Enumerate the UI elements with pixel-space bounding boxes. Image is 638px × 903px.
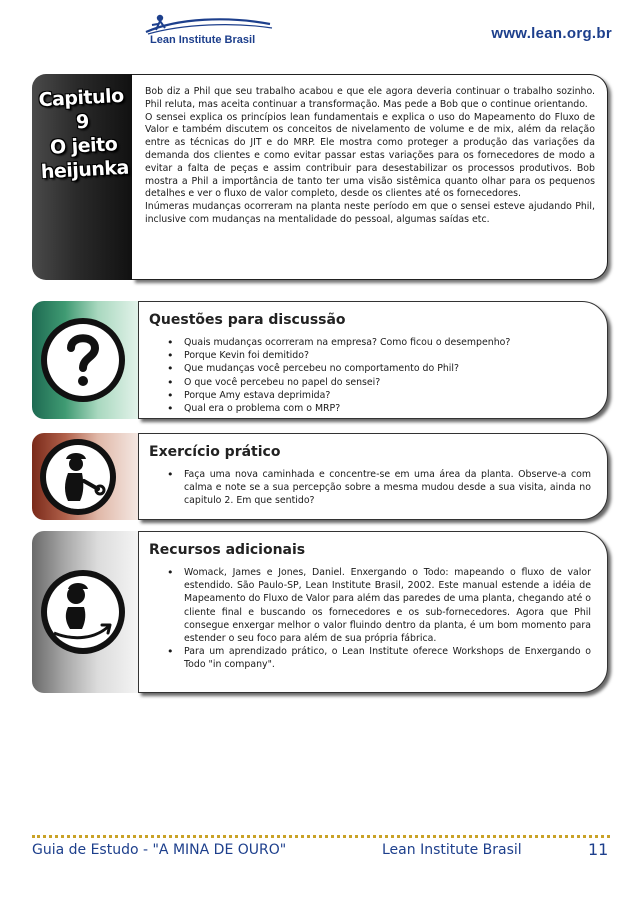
chapter-title-line: heijunka xyxy=(40,156,130,184)
resources-list xyxy=(167,566,591,672)
questions-list xyxy=(167,336,591,415)
chapter-title xyxy=(34,84,133,185)
exercise-section xyxy=(32,433,608,520)
questions-heading: Questões para discussão xyxy=(149,312,346,328)
footer-divider xyxy=(32,835,610,838)
chapter-title-line: Capitulo 9 xyxy=(38,84,125,134)
resources-icon-panel xyxy=(32,531,142,693)
resource-item: • Para um aprendizado prático, o Lean Institute oferece Workshops de Enxergando o Todo "in company". xyxy=(167,645,591,671)
chapter-paragraph: Inúmeras mudanças ocorreram na planta neste período em que o sensei esteve ajudando Phil, inclusive com mudanças na mentalidade do pessoal, algumas saídas etc. xyxy=(145,201,595,225)
chapter-summary-panel xyxy=(32,74,608,280)
lean-institute-logo xyxy=(138,12,278,46)
footer-guide-title: Guia de Estudo - "A MINA DE OURO" xyxy=(32,842,287,858)
resource-item: • Womack, James e Jones, Daniel. Enxergando o Todo: mapeando o fluxo de valor estendido. São Paulo-SP, Lean Institute Brasil, 2002. Este manual estende a idéia de Mapeamento do Fluxo de Valor para além das paredes de uma planta, chegando até o cliente final e buscando os fornecedores e os sub-fornecedores. Agora que Phil consegue enxergar melhor o valor fluindo dentro da planta, é um bom momento para estender o seu foco para além de sua própria fábrica. xyxy=(167,566,591,645)
resources-heading: Recursos adicionais xyxy=(149,542,306,558)
exercise-card xyxy=(138,433,608,520)
site-url[interactable]: www.lean.org.br xyxy=(491,25,612,42)
chapter-title-line: O jeito xyxy=(49,133,118,159)
question-item: • Que mudanças você percebeu no comportamento do Phil? xyxy=(167,362,591,375)
worker-arrow-icon xyxy=(38,567,128,657)
exercise-icon-panel xyxy=(32,433,142,520)
questions-section xyxy=(32,301,608,419)
worker-wrench-icon xyxy=(38,437,118,517)
exercise-list xyxy=(167,468,591,508)
chapter-tab xyxy=(32,74,132,280)
question-item: • Porque Kevin foi demitido? xyxy=(167,349,591,362)
chapter-content-card xyxy=(132,74,608,280)
exercise-item: • Faça uma nova caminhada e concentre-se em uma área da planta. Observe-a com calma e note se a sua percepção sobre a mesma mudou desde a sua visita, ainda no capitulo 2. Em que sentido? xyxy=(167,468,591,508)
question-item: • Quais mudanças ocorreram na empresa? Como ficou o desempenho? xyxy=(167,336,591,349)
footer-organization: Lean Institute Brasil xyxy=(382,842,522,858)
question-mark-icon xyxy=(38,315,128,405)
questions-icon-panel xyxy=(32,301,142,419)
question-item: • Qual era o problema com o MRP? xyxy=(167,402,591,415)
exercise-heading: Exercício prático xyxy=(149,444,281,460)
question-item: • Porque Amy estava deprimida? xyxy=(167,389,591,402)
resources-section xyxy=(32,531,608,693)
chapter-paragraph: Bob diz a Phil que seu trabalho acabou e que ele agora deveria continuar o trabalho sozinho. Phil reluta, mas aceita continuar a transformação. Mas pede a Bob que o continue orientando. xyxy=(145,86,595,110)
chapter-paragraph: O sensei explica os princípios lean fundamentais e explica o uso do Mapeamento do Fluxo de Valor e também discutem os conceitos de nivelamento de volume e de mix, além da relação entre as técnicas do JIT e do MRP. Ele mostra como proteger a produção das variações da demanda dos clientes e como evitar passar estas variações para os fornecedores de modo a evitar a falta de peças e assim contribuir para desestabilizar os processos produtivos. Bob mostra a Phil a importância de tanto ter uma visão sistêmica quanto olhar para os pequenos detalhes e ver o fluxo de valor completo, desde os clientes até os fornecedores. xyxy=(145,111,595,200)
chapter-summary-text xyxy=(145,86,595,227)
logo-text: Lean Institute Brasil xyxy=(150,34,256,46)
question-item: • O que você percebeu no papel do sensei? xyxy=(167,376,591,389)
resources-card xyxy=(138,531,608,693)
questions-card xyxy=(138,301,608,419)
logo-swoosh-icon xyxy=(138,12,278,36)
page-number: 11 xyxy=(588,840,609,859)
